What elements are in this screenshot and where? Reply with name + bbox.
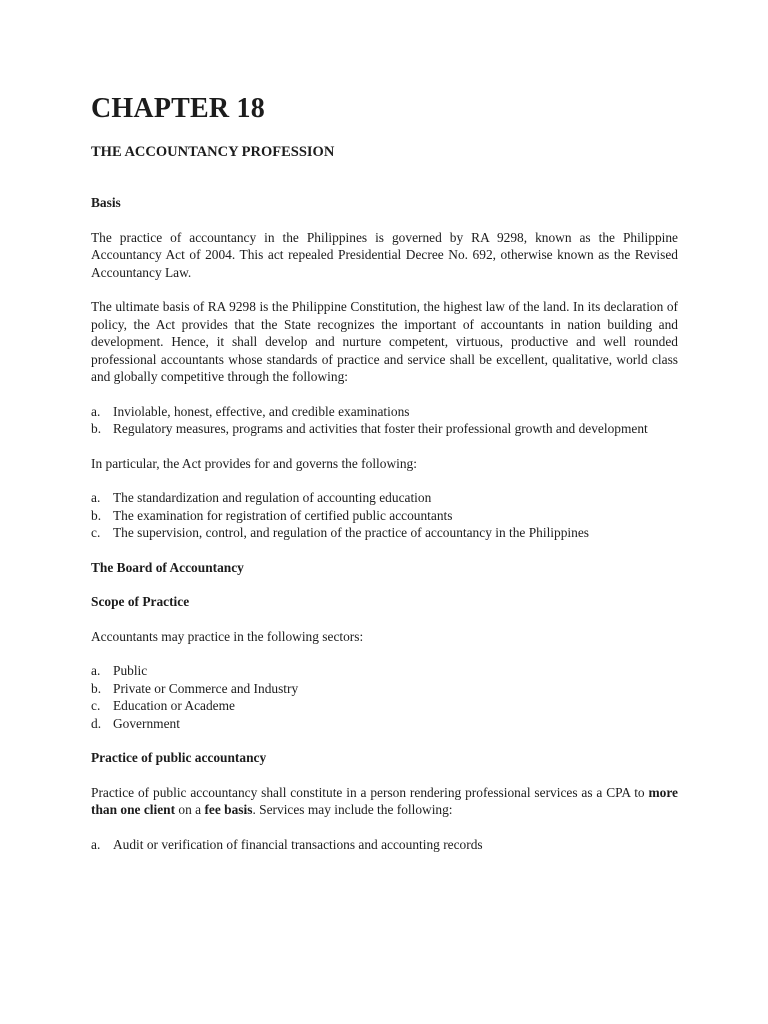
board-heading: The Board of Accountancy [91,559,244,575]
list-marker: d. [91,715,102,731]
list-item [91,715,678,733]
scope-heading: Scope of Practice [91,594,190,609]
list-item [91,662,678,680]
basis-paragraph-2: The ultimate basis of RA 9298 is the Philippine Constitution, the highest law of the land. In its declaration of policy, the Act provides that the State recognizes the important of accountants in nation building and development. Hence, it shall develop and nurture competent, virtuous, productive and well rounded professional accountants whose standards of practice and service shall be excellent, qualitative, world class and globally competitive through the following: [91,299,678,384]
list-item [91,403,678,421]
list-marker: b. [91,507,102,523]
chapter-title: CHAPTER 18 [91,93,265,124]
list-item-text: The examination for registration of certified public accountants [113,507,453,523]
list-marker: a. [91,836,101,852]
list-item-text: Regulatory measures, programs and activities that foster their professional growth and development [113,421,648,436]
list-marker: c. [91,525,101,540]
list-item-text: Audit or verification of financial transactions and accounting records [113,836,483,852]
list-item-text: The standardization and regulation of accounting education [113,490,432,505]
list-marker: b. [91,680,102,696]
governs-list [91,489,678,542]
emphasis-text: fee basis [204,802,253,817]
list-item [91,680,678,698]
paragraph-text: . Services may include the following: [252,802,453,817]
basis-paragraph-1: The practice of accountancy in the Philippines is governed by RA 9298, known as the Philippine Accountancy Act of 2004. This act repealed Presidential Decree No. 692, otherwise known as the Revised Accountancy Law. [91,229,678,280]
list-marker: a. [91,663,101,678]
emphasis-text: more than one client [91,784,678,817]
list-marker: c. [91,698,101,713]
list-item [91,697,678,715]
scope-intro: Accountants may practice in the following sectors: [91,628,364,644]
list-item-text: Inviolable, honest, effective, and credible examinations [113,403,410,419]
list-item [91,507,678,525]
public-practice-heading: Practice of public accountancy [91,750,267,765]
list-item [91,489,678,507]
services-list [91,836,678,854]
list-marker: a. [91,490,101,505]
section-title: THE ACCOUNTANCY PROFESSION [91,144,335,160]
public-practice-paragraph [91,784,678,819]
paragraph-text: on a [175,802,205,817]
list-item-text: Education or Academe [113,698,235,713]
list-marker: a. [91,403,101,419]
list-marker: b. [91,421,102,436]
paragraph-text: Practice of public accountancy shall constitute in a person rendering professional services as a CPA to [91,784,649,800]
basis-heading: Basis [91,195,121,210]
list-item-text: Public [113,663,148,678]
list-item [91,836,678,854]
list-item-text: Government [113,715,180,731]
list-item-text: Private or Commerce and Industry [113,680,299,696]
sectors-list [91,662,678,732]
list-item [91,524,678,542]
list-item [91,420,678,438]
examination-list [91,403,678,438]
list-item-text: The supervision, control, and regulation of the practice of accountancy in the Philippines [113,525,589,540]
basis-paragraph-3: In particular, the Act provides for and governs the following: [91,455,417,471]
document-body [91,194,678,853]
